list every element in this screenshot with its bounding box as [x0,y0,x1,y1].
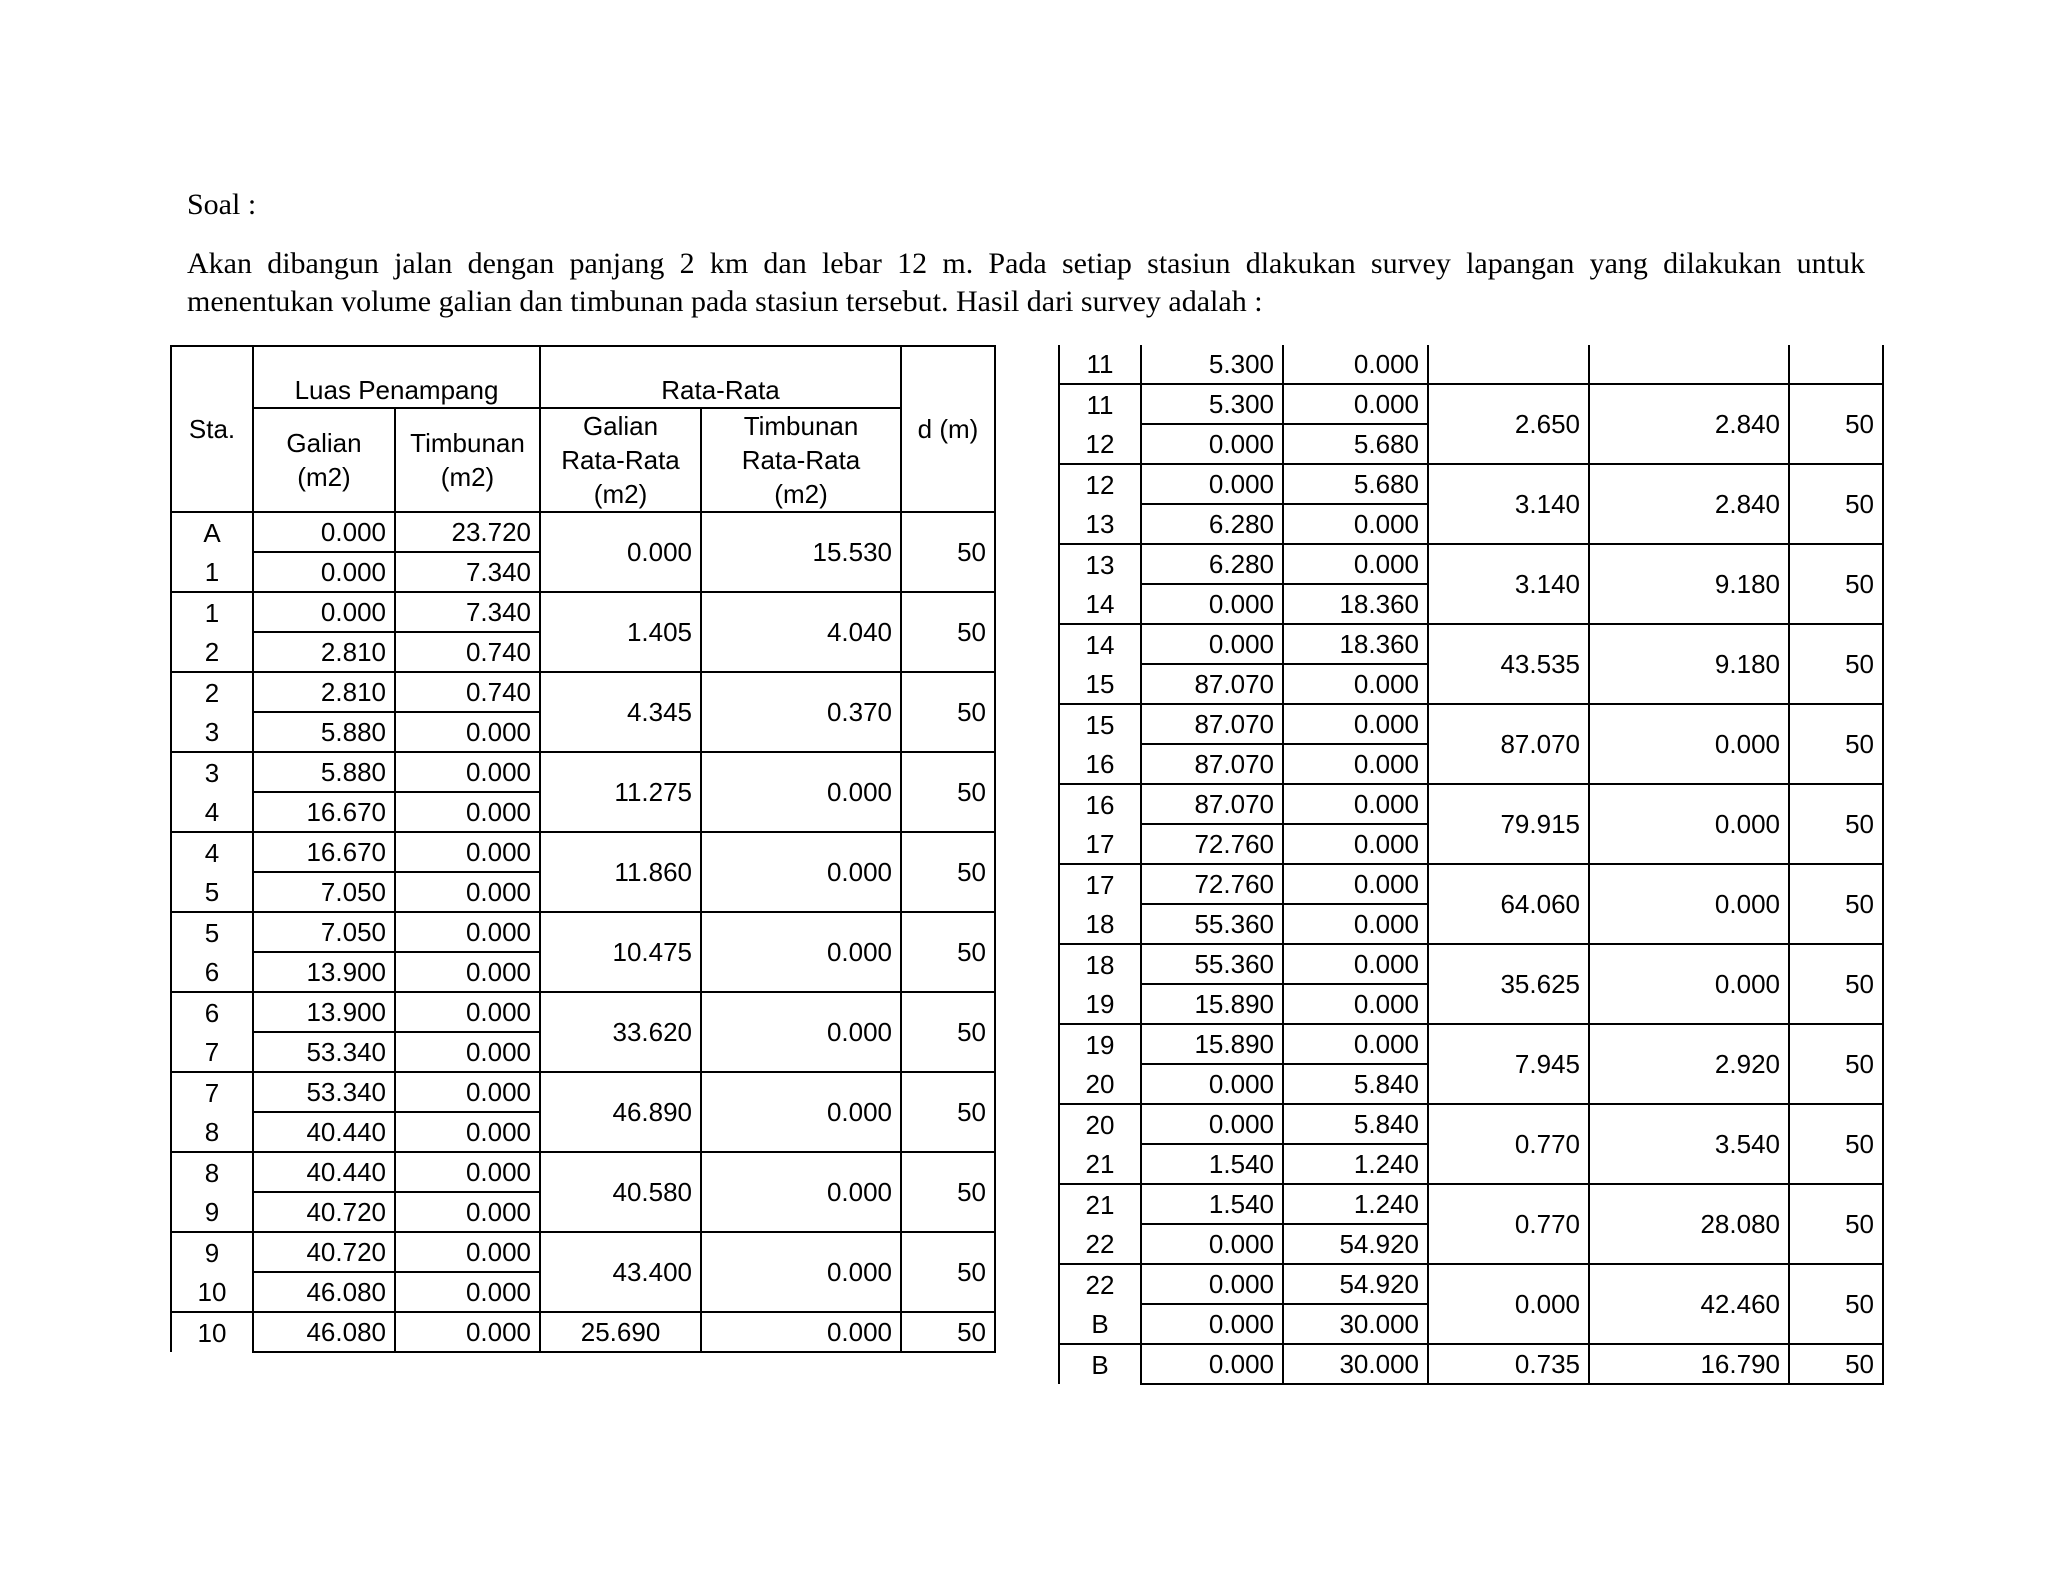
timbunan-cell: 30.000 [1283,1344,1428,1384]
heading: Soal : [187,188,257,221]
timbunan-average-cell: 0.000 [701,1152,901,1232]
distance-cell: 50 [1789,784,1883,864]
station-cell: 6 [171,992,253,1032]
galian-cell: 16.670 [253,832,395,872]
table-row [171,752,995,792]
station-cell: 13 [1059,504,1141,544]
galian-average-cell: 2.650 [1428,384,1589,464]
station-cell: 11 [1059,345,1141,384]
station-cell: 5 [171,872,253,912]
timbunan-cell: 0.000 [395,992,540,1032]
table-row [1059,784,1883,824]
station-cell: 22 [1059,1224,1141,1264]
timbunan-cell: 0.000 [1283,384,1428,424]
distance-cell: 50 [901,1232,995,1312]
distance-cell: 50 [1789,1104,1883,1184]
timbunan-cell: 5.680 [1283,424,1428,464]
galian-average-cell: 0.000 [540,512,701,592]
galian-average-cell: 10.475 [540,912,701,992]
galian-average-cell: 25.690 [540,1312,701,1352]
station-cell: 12 [1059,424,1141,464]
station-cell: 3 [171,752,253,792]
galian-average-cell: 43.400 [540,1232,701,1312]
station-cell: 17 [1059,864,1141,904]
timbunan-average-cell: 2.920 [1589,1024,1789,1104]
galian-cell: 0.000 [1141,1104,1283,1144]
table-row [171,832,995,872]
galian-cell: 53.340 [253,1032,395,1072]
station-cell: 10 [171,1312,253,1352]
timbunan-average-cell: 3.540 [1589,1104,1789,1184]
timbunan-cell: 0.000 [1283,784,1428,824]
distance-cell: 50 [901,912,995,992]
table-row [171,1072,995,1112]
station-cell: 17 [1059,824,1141,864]
station-cell: 5 [171,912,253,952]
galian-average-cell: 1.405 [540,592,701,672]
table-row [171,1152,995,1192]
distance-cell: 50 [1789,1264,1883,1344]
table-row [1059,704,1883,744]
timbunan-average-cell: 0.000 [701,1232,901,1312]
station-cell: 4 [171,792,253,832]
galian-cell: 6.280 [1141,544,1283,584]
station-cell: 16 [1059,784,1141,824]
station-cell: 14 [1059,624,1141,664]
galian-cell: 0.000 [253,592,395,632]
table-row [1059,464,1883,504]
timbunan-average-cell: 0.000 [701,992,901,1072]
galian-average-cell [1428,345,1589,384]
distance-cell: 50 [901,1152,995,1232]
table-row [171,912,995,952]
galian-cell: 7.050 [253,872,395,912]
galian-average-cell: 43.535 [1428,624,1589,704]
timbunan-cell: 5.840 [1283,1104,1428,1144]
table-row [171,512,995,552]
timbunan-average-cell: 4.040 [701,592,901,672]
station-cell: 9 [171,1232,253,1272]
station-cell: 8 [171,1112,253,1152]
timbunan-cell: 0.000 [395,832,540,872]
galian-cell: 72.760 [1141,864,1283,904]
galian-average-cell: 0.735 [1428,1344,1589,1384]
table-row [1059,1184,1883,1224]
distance-cell: 50 [1789,944,1883,1024]
timbunan-cell: 0.000 [395,952,540,992]
galian-average-cell: 0.770 [1428,1104,1589,1184]
station-cell: 1 [171,592,253,632]
station-cell: 15 [1059,664,1141,704]
table-row [1059,1344,1883,1384]
station-cell: 2 [171,672,253,712]
timbunan-cell: 0.740 [395,632,540,672]
station-cell: 2 [171,632,253,672]
galian-cell: 1.540 [1141,1144,1283,1184]
galian-cell: 5.880 [253,712,395,752]
galian-cell: 13.900 [253,992,395,1032]
station-cell: 19 [1059,1024,1141,1064]
station-cell: 12 [1059,464,1141,504]
distance-cell: 50 [901,592,995,672]
survey-table-right [1058,345,1884,1385]
distance-cell: 50 [1789,384,1883,464]
table-row [1059,864,1883,904]
timbunan-average-cell: 0.000 [1589,864,1789,944]
timbunan-cell: 0.000 [395,1192,540,1232]
timbunan-average-cell [1589,345,1789,384]
station-cell: 3 [171,712,253,752]
distance-cell: 50 [1789,624,1883,704]
galian-average-cell: 87.070 [1428,704,1589,784]
timbunan-average-cell: 2.840 [1589,384,1789,464]
timbunan-cell: 0.000 [1283,1024,1428,1064]
timbunan-cell: 0.000 [395,792,540,832]
galian-cell: 0.000 [1141,1264,1283,1304]
header-sta: Sta. [171,346,253,512]
distance-cell: 50 [1789,864,1883,944]
timbunan-cell: 0.000 [395,912,540,952]
station-cell: 8 [171,1152,253,1192]
timbunan-cell: 0.740 [395,672,540,712]
galian-cell: 13.900 [253,952,395,992]
galian-cell: 46.080 [253,1312,395,1352]
station-cell: 4 [171,832,253,872]
galian-cell: 0.000 [1141,1304,1283,1344]
galian-average-cell: 33.620 [540,992,701,1072]
timbunan-average-cell: 0.000 [1589,784,1789,864]
timbunan-cell: 0.000 [395,1032,540,1072]
timbunan-cell: 0.000 [1283,824,1428,864]
distance-cell: 50 [1789,544,1883,624]
table-row [1059,624,1883,664]
station-cell: 10 [171,1272,253,1312]
table-row [1059,1104,1883,1144]
galian-cell: 15.890 [1141,984,1283,1024]
station-cell: 19 [1059,984,1141,1024]
galian-cell: 16.670 [253,792,395,832]
galian-cell: 5.300 [1141,384,1283,424]
galian-average-cell: 40.580 [540,1152,701,1232]
galian-cell: 2.810 [253,632,395,672]
timbunan-cell: 0.000 [1283,904,1428,944]
galian-cell: 7.050 [253,912,395,952]
timbunan-cell: 23.720 [395,512,540,552]
station-cell: 18 [1059,904,1141,944]
header-rata-rata: Rata-Rata [540,346,901,408]
timbunan-cell: 0.000 [395,1072,540,1112]
table-row [171,592,995,632]
galian-cell: 46.080 [253,1272,395,1312]
galian-cell: 40.720 [253,1192,395,1232]
distance-cell: 50 [901,1312,995,1352]
station-cell: 18 [1059,944,1141,984]
galian-cell: 87.070 [1141,744,1283,784]
header-galian: Galian (m2) [253,408,395,512]
distance-cell: 50 [901,832,995,912]
timbunan-average-cell: 9.180 [1589,624,1789,704]
timbunan-cell: 0.000 [395,1112,540,1152]
timbunan-average-cell: 0.000 [701,832,901,912]
timbunan-average-cell: 2.840 [1589,464,1789,544]
table-row [1059,384,1883,424]
timbunan-cell: 0.000 [1283,544,1428,584]
timbunan-cell: 0.000 [1283,944,1428,984]
galian-cell: 0.000 [1141,584,1283,624]
galian-average-cell: 79.915 [1428,784,1589,864]
timbunan-average-cell: 16.790 [1589,1344,1789,1384]
timbunan-cell: 0.000 [395,1232,540,1272]
timbunan-cell: 1.240 [1283,1144,1428,1184]
distance-cell: 50 [1789,1024,1883,1104]
table-row [1059,345,1883,384]
galian-average-cell: 7.945 [1428,1024,1589,1104]
station-cell: 13 [1059,544,1141,584]
galian-cell: 0.000 [253,512,395,552]
galian-cell: 0.000 [1141,464,1283,504]
distance-cell: 50 [901,512,995,592]
timbunan-cell: 54.920 [1283,1224,1428,1264]
timbunan-average-cell: 0.000 [701,1072,901,1152]
header-timbunan: Timbunan (m2) [395,408,540,512]
galian-cell: 0.000 [253,552,395,592]
station-cell: 20 [1059,1104,1141,1144]
timbunan-cell: 0.000 [395,1272,540,1312]
station-cell: 20 [1059,1064,1141,1104]
distance-cell: 50 [1789,1184,1883,1264]
timbunan-average-cell: 28.080 [1589,1184,1789,1264]
station-cell: 14 [1059,584,1141,624]
distance-cell: 50 [901,1072,995,1152]
galian-cell: 0.000 [1141,624,1283,664]
header-timbunan-rata-rata: Timbunan Rata-Rata (m2) [701,408,901,512]
timbunan-cell: 0.000 [1283,984,1428,1024]
timbunan-cell: 54.920 [1283,1264,1428,1304]
table-row [1059,1264,1883,1304]
station-cell: 21 [1059,1144,1141,1184]
station-cell: 6 [171,952,253,992]
distance-cell: 50 [1789,464,1883,544]
station-cell: 1 [171,552,253,592]
galian-cell: 6.280 [1141,504,1283,544]
timbunan-average-cell: 42.460 [1589,1264,1789,1344]
timbunan-cell: 0.000 [1283,864,1428,904]
distance-cell: 50 [1789,704,1883,784]
timbunan-cell: 1.240 [1283,1184,1428,1224]
galian-cell: 87.070 [1141,704,1283,744]
timbunan-average-cell: 0.000 [701,752,901,832]
galian-cell: 55.360 [1141,904,1283,944]
timbunan-cell: 0.000 [395,872,540,912]
galian-cell: 0.000 [1141,424,1283,464]
table-row [1059,544,1883,584]
timbunan-cell: 0.000 [395,712,540,752]
timbunan-average-cell: 0.000 [1589,704,1789,784]
station-cell: B [1059,1304,1141,1344]
galian-cell: 87.070 [1141,664,1283,704]
table-row [1059,944,1883,984]
timbunan-cell: 18.360 [1283,624,1428,664]
galian-cell: 5.300 [1141,345,1283,384]
station-cell: 21 [1059,1184,1141,1224]
timbunan-average-cell: 9.180 [1589,544,1789,624]
timbunan-average-cell: 0.000 [701,912,901,992]
distance-cell: 50 [901,992,995,1072]
table-row [171,1232,995,1272]
galian-cell: 40.440 [253,1152,395,1192]
galian-average-cell: 4.345 [540,672,701,752]
galian-average-cell: 11.860 [540,832,701,912]
galian-cell: 0.000 [1141,1224,1283,1264]
header-luas-penampang: Luas Penampang [253,346,540,408]
galian-cell: 53.340 [253,1072,395,1112]
distance-cell: 50 [1789,1344,1883,1384]
galian-cell: 2.810 [253,672,395,712]
station-cell: B [1059,1344,1141,1384]
intro-paragraph: Akan dibangun jalan dengan panjang 2 km dan lebar 12 m. Pada setiap stasiun dlakukan survey lapangan yang dilakukan untuk menentukan volume galian dan timbunan pada stasiun tersebut. Hasil dari survey adalah : [187,247,1865,318]
station-cell: 16 [1059,744,1141,784]
header-galian-rata-rata: Galian Rata-Rata (m2) [540,408,701,512]
galian-average-cell: 0.000 [1428,1264,1589,1344]
galian-cell: 0.000 [1141,1064,1283,1104]
galian-cell: 55.360 [1141,944,1283,984]
galian-average-cell: 35.625 [1428,944,1589,1024]
station-cell: 9 [171,1192,253,1232]
timbunan-cell: 7.340 [395,592,540,632]
galian-cell: 40.720 [253,1232,395,1272]
galian-average-cell: 11.275 [540,752,701,832]
table-row [1059,1024,1883,1064]
galian-average-cell: 64.060 [1428,864,1589,944]
galian-cell: 87.070 [1141,784,1283,824]
galian-cell: 40.440 [253,1112,395,1152]
timbunan-cell: 0.000 [1283,744,1428,784]
timbunan-cell: 18.360 [1283,584,1428,624]
station-cell: 7 [171,1032,253,1072]
timbunan-cell: 0.000 [1283,345,1428,384]
survey-table-left [170,345,996,1353]
table-row [171,1312,995,1352]
station-cell: 22 [1059,1264,1141,1304]
galian-average-cell: 3.140 [1428,464,1589,544]
distance-cell: 50 [901,672,995,752]
timbunan-average-cell: 15.530 [701,512,901,592]
timbunan-cell: 0.000 [1283,704,1428,744]
timbunan-average-cell: 0.000 [1589,944,1789,1024]
timbunan-cell: 7.340 [395,552,540,592]
station-cell: A [171,512,253,552]
station-cell: 15 [1059,704,1141,744]
galian-cell: 0.000 [1141,1344,1283,1384]
timbunan-average-cell: 0.000 [701,1312,901,1352]
galian-cell: 5.880 [253,752,395,792]
galian-cell: 1.540 [1141,1184,1283,1224]
timbunan-cell: 5.840 [1283,1064,1428,1104]
galian-cell: 72.760 [1141,824,1283,864]
header-d: d (m) [901,346,995,512]
table-row [171,672,995,712]
distance-cell [1789,345,1883,384]
timbunan-cell: 5.680 [1283,464,1428,504]
galian-average-cell: 46.890 [540,1072,701,1152]
timbunan-average-cell: 0.370 [701,672,901,752]
timbunan-cell: 30.000 [1283,1304,1428,1344]
timbunan-cell: 0.000 [395,1312,540,1352]
timbunan-cell: 0.000 [395,1152,540,1192]
table-row [171,992,995,1032]
timbunan-cell: 0.000 [1283,664,1428,704]
station-cell: 7 [171,1072,253,1112]
timbunan-cell: 0.000 [395,752,540,792]
station-cell: 11 [1059,384,1141,424]
galian-cell: 15.890 [1141,1024,1283,1064]
galian-average-cell: 0.770 [1428,1184,1589,1264]
galian-average-cell: 3.140 [1428,544,1589,624]
timbunan-cell: 0.000 [1283,504,1428,544]
distance-cell: 50 [901,752,995,832]
